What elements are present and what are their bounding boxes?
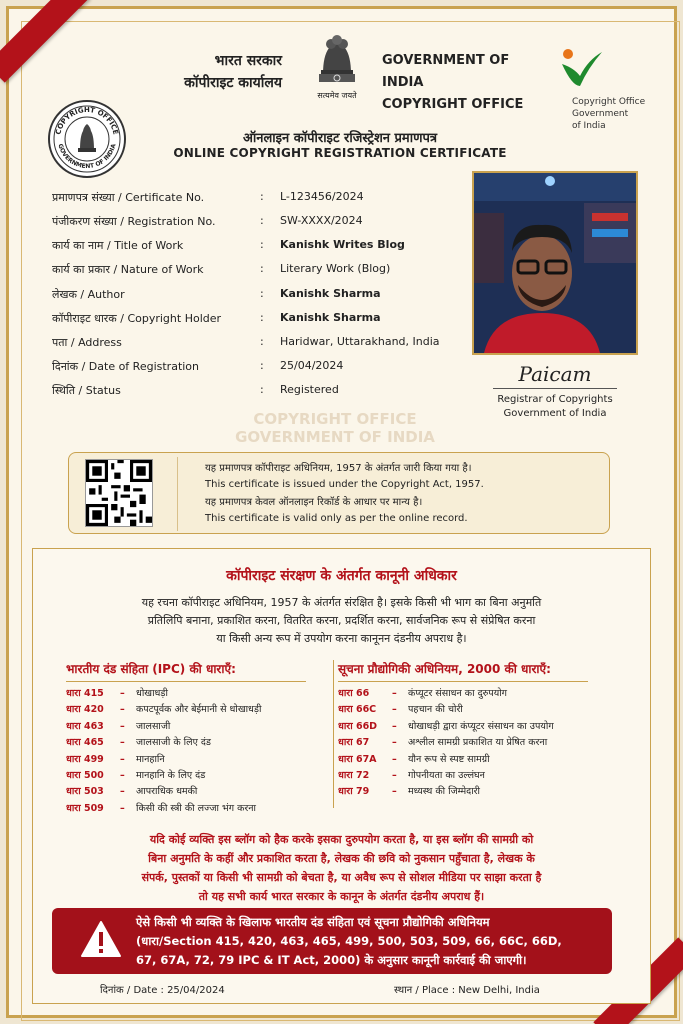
section-number: धारा 420 [66, 704, 104, 716]
section-description: कंप्यूटर संसाधन का दुरुपयोग [408, 688, 508, 699]
section-description: गोपनीयता का उल्लंघन [408, 770, 485, 782]
section-number: धारा 465 [66, 737, 104, 749]
field-value: SW-XXXX/2024 [280, 214, 363, 227]
notice-text [205, 461, 605, 527]
field-row [52, 287, 480, 307]
national-emblem [306, 26, 368, 101]
section-dash: – [120, 770, 125, 782]
field-row [52, 359, 480, 379]
section-row [338, 719, 628, 735]
field-value: Kanishk Sharma [280, 287, 381, 300]
field-colon: : [260, 190, 264, 203]
section-description: जालसाजी [136, 720, 171, 732]
section-number: धारा 415 [66, 688, 104, 699]
section-description: जालसाजी के लिए दंड [136, 737, 211, 749]
section-dash: – [120, 802, 125, 814]
section-number: धारा 500 [66, 770, 104, 782]
legal-action-line2: (धारा/Section 415, 420, 463, 465, 499, 500, 503, 509, 66, 66C, 66D, [136, 934, 562, 948]
section-row [338, 702, 628, 718]
seal-bottom-text: GOVERNMENT OF INDIA [56, 143, 118, 171]
field-label: पंजीकरण संख्या / Registration No. [52, 215, 216, 228]
logo-line1: Copyright Office [572, 97, 646, 107]
section-number: धारा 463 [66, 720, 104, 732]
section-number: धारा 67 [338, 737, 370, 749]
field-value: Literary Work (Blog) [280, 262, 391, 275]
copyright-office-logo [558, 46, 658, 132]
legal-intro-line3: या किसी अन्य रूप में उपयोग करना कानूनन दंडनीय अपराध है। [216, 632, 467, 645]
field-colon: : [260, 214, 264, 227]
ipc-section-list [66, 686, 326, 817]
field-row [52, 214, 480, 234]
section-row [338, 768, 628, 784]
section-description: धोखाधड़ी [136, 688, 168, 699]
section-description: पहचान की चोरी [408, 704, 463, 716]
legal-action-text [136, 913, 606, 970]
it-act-column [338, 660, 628, 801]
section-row [66, 752, 326, 768]
seal-top-text: COPYRIGHT OFFICE [54, 105, 120, 136]
field-colon: : [260, 311, 264, 324]
field-label: लेखक / Author [52, 288, 125, 301]
field-colon: : [260, 238, 264, 251]
section-dash: – [392, 786, 397, 798]
header-hindi [170, 50, 282, 94]
field-colon: : [260, 383, 264, 396]
section-row [66, 768, 326, 784]
section-description: मानहानि के लिए दंड [136, 770, 206, 782]
notice-line1: यह प्रमाणपत्र कॉपीराइट अधिनियम, 1957 के अंतर्गत जारी किया गया है। [205, 463, 472, 474]
section-description: धोखाधड़ी द्वारा कंप्यूटर संसाधन का उपयोग [408, 720, 554, 732]
section-description: मध्यस्थ की जिम्मेदारी [408, 786, 481, 798]
seal-emblem-icon [50, 102, 124, 176]
field-label: कार्य का नाम / Title of Work [52, 239, 184, 252]
section-description: अश्लील सामग्री प्रकाशित या प्रेषित करना [408, 737, 548, 749]
section-dash: – [120, 704, 125, 716]
field-colon: : [260, 262, 264, 275]
section-dash: – [392, 737, 397, 749]
field-colon: : [260, 335, 264, 348]
logo-line2: Government [572, 109, 629, 119]
watermark-line1: COPYRIGHT OFFICE [253, 410, 417, 428]
field-row [52, 311, 480, 331]
signature-scribble: Paicam [518, 362, 592, 386]
section-dash: – [120, 720, 125, 732]
section-description: यौन रूप से स्पष्ट सामग्री [408, 753, 490, 765]
ipc-column [66, 660, 326, 817]
warning-icon [80, 920, 122, 958]
legal-action-line1: ऐसे किसी भी व्यक्ति के खिलाफ भारतीय दंड संहिता एवं सूचना प्रौद्योगिकी अधिनियम [136, 915, 490, 929]
section-row [338, 752, 628, 768]
legal-title: कॉपीराइट संरक्षण के अंतर्गत कानूनी अधिकार [226, 568, 457, 584]
legal-intro-line1: यह रचना कॉपीराइट अधिनियम, 1957 के अंतर्गत संरक्षित है। इसके किसी भी भाग का बिना अनुमति [141, 596, 542, 609]
section-number: धारा 67A [338, 753, 377, 765]
section-dash: – [120, 688, 125, 699]
section-dash: – [392, 753, 397, 765]
field-label: प्रमाणपत्र संख्या / Certificate No. [52, 191, 205, 204]
section-dash: – [120, 786, 125, 798]
section-number: धारा 72 [338, 770, 370, 782]
section-description: मानहानि [136, 753, 165, 765]
registrar-line2: Government of India [503, 408, 607, 419]
misuse-line3: संपर्क, पुस्तकों या किसी भी सामग्री को बेचता है, या अवैध रूप से सोशल मीडिया पर साझा करता है [141, 871, 542, 884]
section-number: धारा 79 [338, 786, 370, 798]
field-colon: : [260, 359, 264, 372]
section-row [66, 735, 326, 751]
misuse-warning-paragraph [44, 830, 639, 906]
field-label: कार्य का प्रकार / Nature of Work [52, 263, 204, 276]
header-english [382, 50, 552, 116]
section-dash: – [120, 753, 125, 765]
field-value: 25/04/2024 [280, 359, 344, 372]
qr-code-icon [86, 460, 152, 526]
registrar-signature-block [480, 362, 630, 421]
field-colon: : [260, 287, 264, 300]
notice-line4: This certificate is valid only as per the online record. [205, 513, 468, 524]
legal-intro [60, 594, 623, 648]
section-row [66, 719, 326, 735]
field-value: Kanishk Sharma [280, 311, 381, 324]
section-number: धारा 66C [338, 704, 377, 716]
notice-line2: This certificate is issued under the Copyright Act, 1957. [205, 479, 484, 490]
watermark-line2: GOVERNMENT OF INDIA [235, 428, 435, 446]
section-number: धारा 66D [338, 720, 378, 732]
field-label: पता / Address [52, 336, 122, 349]
emblem-motto: सत्यमेव जयते [317, 91, 357, 100]
field-value: L-123456/2024 [280, 190, 364, 203]
copyright-office-seal [48, 100, 126, 178]
field-row [52, 238, 480, 258]
it-act-title: सूचना प्रौद्योगिकी अधिनियम, 2000 की धाराएँ: [338, 662, 551, 676]
qr-code[interactable] [85, 459, 153, 527]
header-en-line2: COPYRIGHT OFFICE [382, 97, 524, 112]
registrar-line1: Registrar of Copyrights [497, 394, 613, 405]
copyright-logo-icon [558, 46, 604, 92]
section-description: कपटपूर्वक और बेईमानी से धोखाधड़ी [136, 704, 262, 716]
field-value: Haridwar, Uttarakhand, India [280, 335, 440, 348]
section-dash: – [120, 737, 125, 749]
watermark [220, 410, 450, 446]
field-label: दिनांक / Date of Registration [52, 360, 200, 373]
notice-line3: यह प्रमाणपत्र केवल ऑनलाइन रिकॉर्ड के आधार पर मान्य है। [205, 497, 423, 508]
section-row [338, 735, 628, 751]
misuse-line1: यदि कोई व्यक्ति इस ब्लॉग को हैक करके इसका दुरुपयोग करता है, या इस ब्लॉग की सामग्री को [149, 833, 534, 846]
ashoka-emblem-icon [311, 26, 363, 86]
section-number: धारा 66 [338, 688, 370, 699]
verification-notice [68, 452, 610, 534]
misuse-line4: तो यह सभी कार्य भारत सरकार के कानून के अंतर्गत दंडनीय अपराध हैं। [198, 890, 485, 903]
column-divider [330, 660, 336, 808]
header-hi-line1: भारत सरकार [214, 53, 282, 69]
field-label: कॉपीराइट धारक / Copyright Holder [52, 312, 222, 325]
section-row [66, 784, 326, 800]
ipc-title-rule [66, 681, 306, 682]
header-en-line1: GOVERNMENT OF INDIA [382, 53, 510, 90]
field-row [52, 262, 480, 282]
section-number: धारा 499 [66, 753, 104, 765]
ipc-title: भारतीय दंड संहिता (IPC) की धाराएँ: [66, 662, 236, 676]
section-row [66, 801, 326, 817]
header-hi-line2: कॉपीराइट कार्यालय [184, 75, 282, 91]
field-row [52, 335, 480, 355]
section-row [338, 686, 628, 702]
it-section-list [338, 686, 628, 801]
section-description: आपराधिक धमकी [136, 786, 198, 798]
logo-text [572, 96, 658, 132]
section-description: किसी की स्त्री की लज्जा भंग करना [136, 802, 256, 814]
footer-place: स्थान / Place : New Delhi, India [394, 985, 540, 996]
field-value: Registered [280, 383, 339, 396]
logo-line3: of India [572, 121, 606, 131]
section-dash: – [392, 704, 397, 716]
field-label: स्थिति / Status [52, 384, 121, 397]
section-row [338, 784, 628, 800]
section-number: धारा 509 [66, 802, 104, 814]
field-row [52, 383, 480, 403]
notice-divider [177, 457, 178, 531]
field-row [52, 190, 480, 210]
legal-action-banner [52, 908, 612, 974]
section-dash: – [392, 770, 397, 782]
author-photo [472, 171, 638, 355]
section-row [66, 686, 326, 702]
signature-line [493, 388, 617, 389]
section-dash: – [392, 688, 397, 699]
certificate-title-english: ONLINE COPYRIGHT REGISTRATION CERTIFICATE [173, 146, 507, 160]
section-dash: – [392, 720, 397, 732]
author-photo-image [474, 173, 636, 353]
footer-date: दिनांक / Date : 25/04/2024 [100, 985, 225, 996]
section-number: धारा 503 [66, 786, 104, 798]
legal-intro-line2: प्रतिलिपि बनाना, प्रकाशित करना, वितरित करना, प्रदर्शित करना, सार्वजनिक रूप से संप्रेषित करना [147, 614, 536, 627]
it-title-rule [338, 681, 588, 682]
field-value: Kanishk Writes Blog [280, 238, 405, 251]
misuse-line2: बिना अनुमति के कहीं और प्रकाशित करता है, लेखक की छवि को नुकसान पहुँचाता है, लेखक के [148, 852, 535, 865]
legal-action-line3: 67, 67A, 72, 79 IPC & IT Act, 2000) के अनुसार कानूनी कार्रवाई की जाएगी। [136, 953, 527, 967]
certificate-title-hindi: ऑनलाइन कॉपीराइट रजिस्ट्रेशन प्रमाणपत्र [242, 131, 438, 146]
section-row [66, 702, 326, 718]
